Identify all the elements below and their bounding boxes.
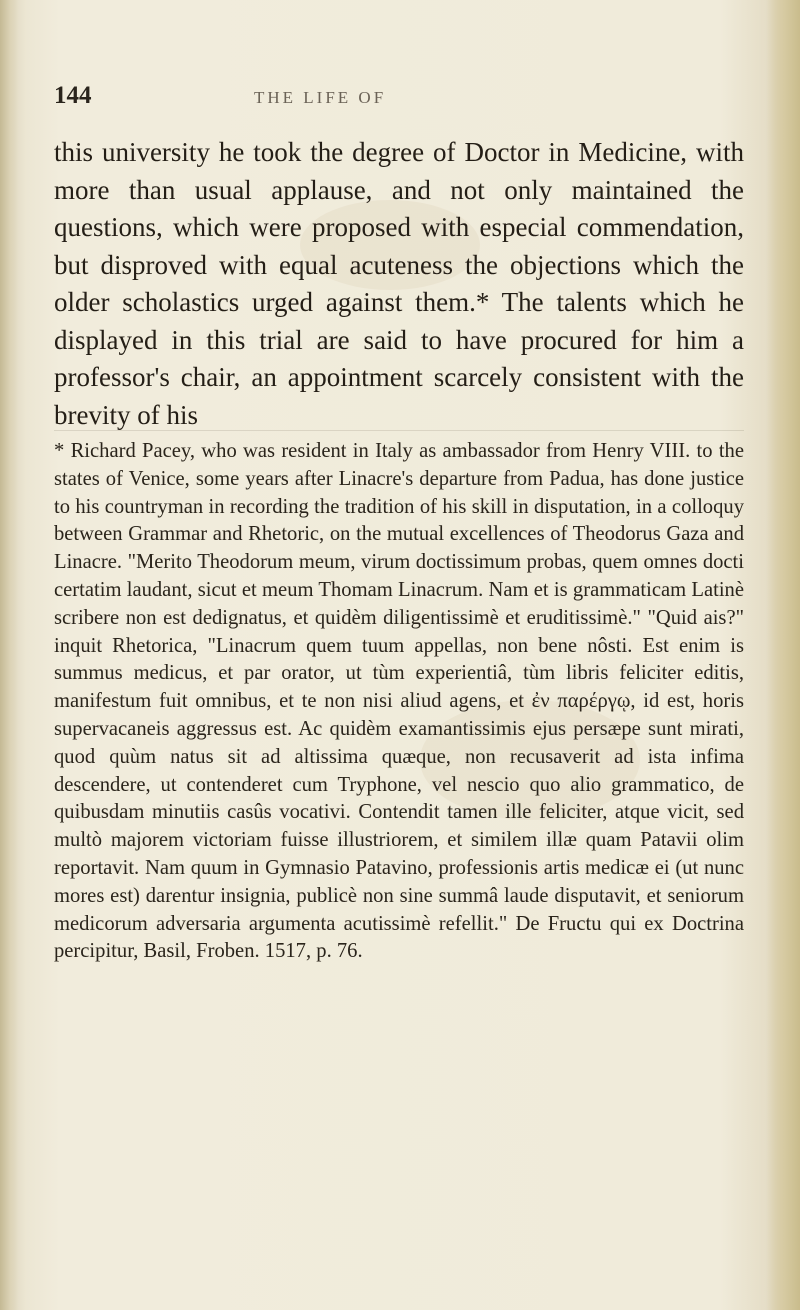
page-gutter-shadow bbox=[0, 0, 18, 1310]
page-number: 144 bbox=[54, 82, 92, 109]
body-text bbox=[54, 134, 744, 434]
page-edge-discoloration bbox=[766, 0, 800, 1310]
page-header bbox=[54, 82, 744, 122]
running-title: THE LIFE OF bbox=[254, 88, 387, 107]
footnote bbox=[54, 438, 744, 966]
body-paragraph: this university he took the degree of Doctor in Medicine, with more than usual applause, and not only maintained the questions, which were proposed with especial commendation, but disproved with equal acuteness the objections which the older scholastics urged against them.* The talents which he displayed in this trial are said to have procured for him a professor's chair, an appointment scarcely consistent with the brevity of his bbox=[54, 137, 744, 430]
footnote-text: * Richard Pacey, who was resident in Italy as ambassador from Henry VIII. to the states of Venice, some years after Linacre's departure from Padua, has done justice to his countryman in recording the tradition of his skill in disputation, in a colloquy between Grammar and Rhetoric, on the mutual excellences of Theodorus Gaza and Linacre. "Merito Theodorum meum, virum doctissimum probas, quem omnes docti certatim laudant, sicut et meum Thomam Linacrum. Nam et is grammaticam Latinè scribere non est dedignatus, et quidèm diligentissimè et eruditissimè." "Quid ais?" inquit Rhetorica, "Linacrum quem tuum appellas, non bene nôsti. Est enim is summus medicus, et par orator, ut tùm experientiâ, tùm libris feliciter editis, manifestum fuit omnibus, et te non nisi aliud agens, et ἐν παρέργῳ, id est, horis supervacaneis aggressus est. Ac quidèm examantissimis ejus persæpe sunt mirati, quod quùm natus sit ad altissima quæque, non recusaverit ad ista infima descendere, ut contenderet cum Tryphone, vel nescio quo alio grammatico, de quibusdam minutiis casûs vocativi. Contendit tamen ille feliciter, atque vicit, sed multò majorem victoriam fuisse illustriorem, et similem illæ quam Patavii olim reportavit. Nam quum in Gymnasio Patavino, professionis artis medicæ ei (ut nunc mores est) darentur insignia, publicè non sine summâ laude disputavit, et seniorum medicorum adversaria argumenta acutissimè refellit." De Fructu qui ex Doctrina percipitur, Basil, Froben. 1517, p. 76. bbox=[54, 440, 744, 963]
footnote-divider bbox=[54, 430, 744, 431]
